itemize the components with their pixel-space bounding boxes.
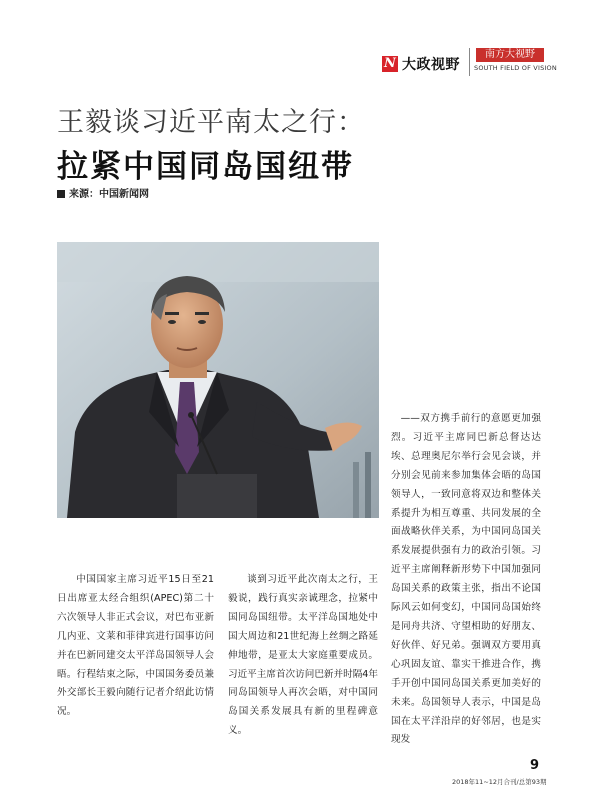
column-title: 大政视野: [402, 57, 460, 73]
body-column-1: [57, 571, 214, 722]
column-header: [382, 44, 557, 78]
article-title-line1: 王毅谈习近平南太之行：: [57, 107, 365, 138]
brand-logo-icon: N: [382, 56, 398, 72]
speaker-photo-illustration: [57, 242, 379, 518]
issue-info: 2018年11~12月合刊/总第93期: [452, 778, 547, 786]
paragraph: ——双方携手前行的意愿更加强烈。习近平主席同巴新总督达达埃、总理奥尼尔举行会见会谈，并分别会见前来参加集体会晤的岛国领导人，一致同意将双边和整体关系提升为相互尊重、共同发展的全面战略伙伴关系，为中国同岛国关系发展提供强有力的政治引领。习近平主席阐释新形势下中国加强同岛国关系的政策主张，指出不论国际风云如何变幻，中国同岛国始终是同舟共济、守望相助的好朋友、好伙伴、好兄弟。强调双方要用真心巩固友谊、靠实干推进合作，携手开创中国同岛国关系更加美好的未来。岛国领导人表示，中国是岛国在太平洋沿岸的好邻居，也是实现发: [391, 413, 541, 746]
source-text: 来源：中国新闻网: [69, 189, 149, 200]
magazine-banner: 南方大视野: [476, 48, 544, 62]
magazine-banner-english: SOUTH FIELD OF VISION: [474, 64, 557, 72]
article-photo: [57, 242, 379, 518]
page-number: 9: [530, 758, 540, 773]
paragraph: 谈到习近平此次南太之行，王毅说，践行真实亲诚理念，拉紧中国同岛国纽带。太平洋岛国地处中国大周边和21世纪海上丝绸之路延伸地带，是亚太大家庭重要成员。习近平主席首次访问巴新并时隔4年同岛国领导人再次会晤，对中国同岛国关系发展具有新的里程碑意义。: [228, 574, 379, 737]
article-source: [57, 185, 149, 200]
paragraph: 中国国家主席习近平15日至21日出席亚太经合组织(APEC)第二十六次领导人非正式会议，对巴布亚新几内亚、文莱和菲律宾进行国事访问并在巴新同建交太平洋岛国领导人会晤。行程结束之际，中国国务委员兼外交部长王毅向随行记者介绍此访情况。: [57, 574, 214, 718]
body-column-3: [391, 410, 541, 750]
body-column-2: [228, 571, 378, 741]
article-title-line2: 拉紧中国同岛国纽带: [57, 149, 354, 185]
bullet-square-icon: [57, 190, 65, 198]
header-divider: [469, 48, 470, 76]
